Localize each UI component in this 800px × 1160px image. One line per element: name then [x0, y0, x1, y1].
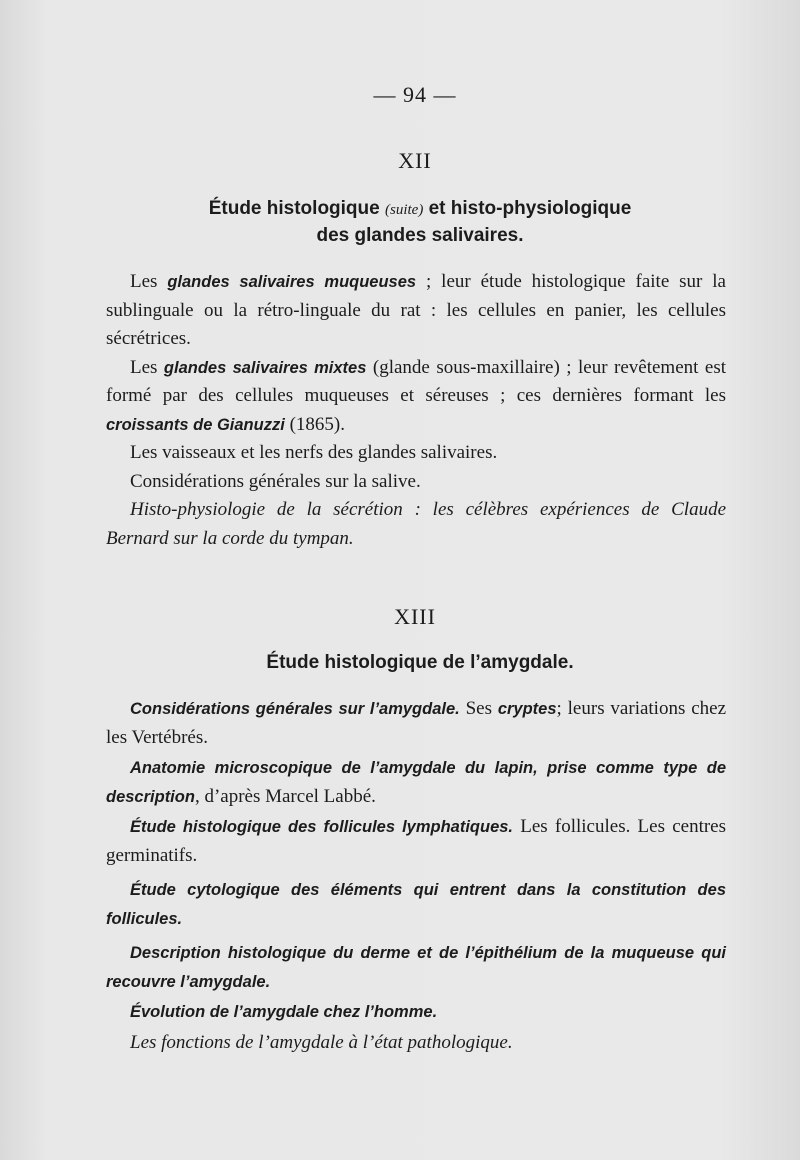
key-term: Étude cytologique des éléments qui entrent dans la constitution des follicules. — [106, 881, 726, 928]
section-body-xii — [106, 268, 726, 553]
paragraph: Considérations générales sur la salive. — [130, 470, 421, 492]
section-number-xii: XII — [398, 148, 432, 173]
paragraph — [106, 813, 726, 870]
heading-suite: (suite) — [385, 202, 424, 218]
section-number-xiii: XIII — [394, 604, 436, 629]
section-body-xiii — [106, 695, 726, 1059]
paragraph: Les vaisseaux et les nerfs des glandes salivaires. — [130, 442, 498, 463]
paragraph — [106, 876, 726, 933]
text: Les — [130, 271, 168, 292]
text: Ses — [459, 698, 498, 719]
paragraph: Histo-physiologie de la sécrétion : les célèbres expériences de Claude Bernard sur la corde du tympan. — [106, 499, 726, 549]
section-heading-xiii: Étude histologique de l’amygdale. — [266, 652, 574, 673]
heading-line2: des glandes salivaires. — [316, 225, 524, 246]
section-heading-xii — [0, 196, 800, 249]
paragraph — [106, 939, 726, 996]
paragraph — [106, 268, 726, 354]
text: (1865). — [284, 413, 345, 435]
text: Les — [130, 356, 164, 378]
paragraph: Les fonctions de l’amygdale à l’état pathologique. — [130, 1031, 513, 1053]
paragraph — [106, 354, 726, 440]
text: ; leurs variations chez les Vertébrés. — [106, 698, 726, 748]
text: Les follicules. Les centres germinatifs. — [106, 816, 727, 866]
key-term: Anatomie microscopique de l’amygdale du lapin, prise comme type de description — [106, 759, 726, 806]
heading-part1: Étude histologique — [208, 198, 380, 219]
key-term: Évolution de l’amygdale chez l’homme. — [130, 1003, 438, 1021]
key-term: glandes salivaires mixtes — [163, 358, 367, 377]
text: ; leur étude histologique faite sur la sublinguale ou la rétro-linguale du rat : les cellules en panier, les cellules sécrétrices. — [106, 271, 726, 349]
key-term: Description histologique du derme et de l’épithélium de la muqueuse qui recouvre l’amygdale. — [106, 944, 726, 991]
key-term: glandes salivaires muqueuses — [167, 273, 417, 291]
key-term: Étude histologique des follicules lymphatiques. — [130, 818, 514, 836]
paragraph — [106, 695, 726, 752]
paragraph — [106, 754, 726, 811]
text: (glande sous-maxillaire) ; leur revêtement est formé par des cellules muqueuses et séreuses ; ces dernières formant les — [106, 356, 727, 406]
key-term: cryptes — [497, 700, 557, 718]
text: , d’après Marcel Labbé. — [194, 785, 376, 807]
page-number: — 94 — — [373, 82, 457, 107]
key-term: Considérations générales sur l’amygdale. — [130, 700, 460, 718]
heading-part2: et histo-physiologique — [428, 198, 632, 219]
paragraph — [106, 998, 726, 1027]
key-term: croissants de Gianuzzi — [106, 415, 285, 434]
